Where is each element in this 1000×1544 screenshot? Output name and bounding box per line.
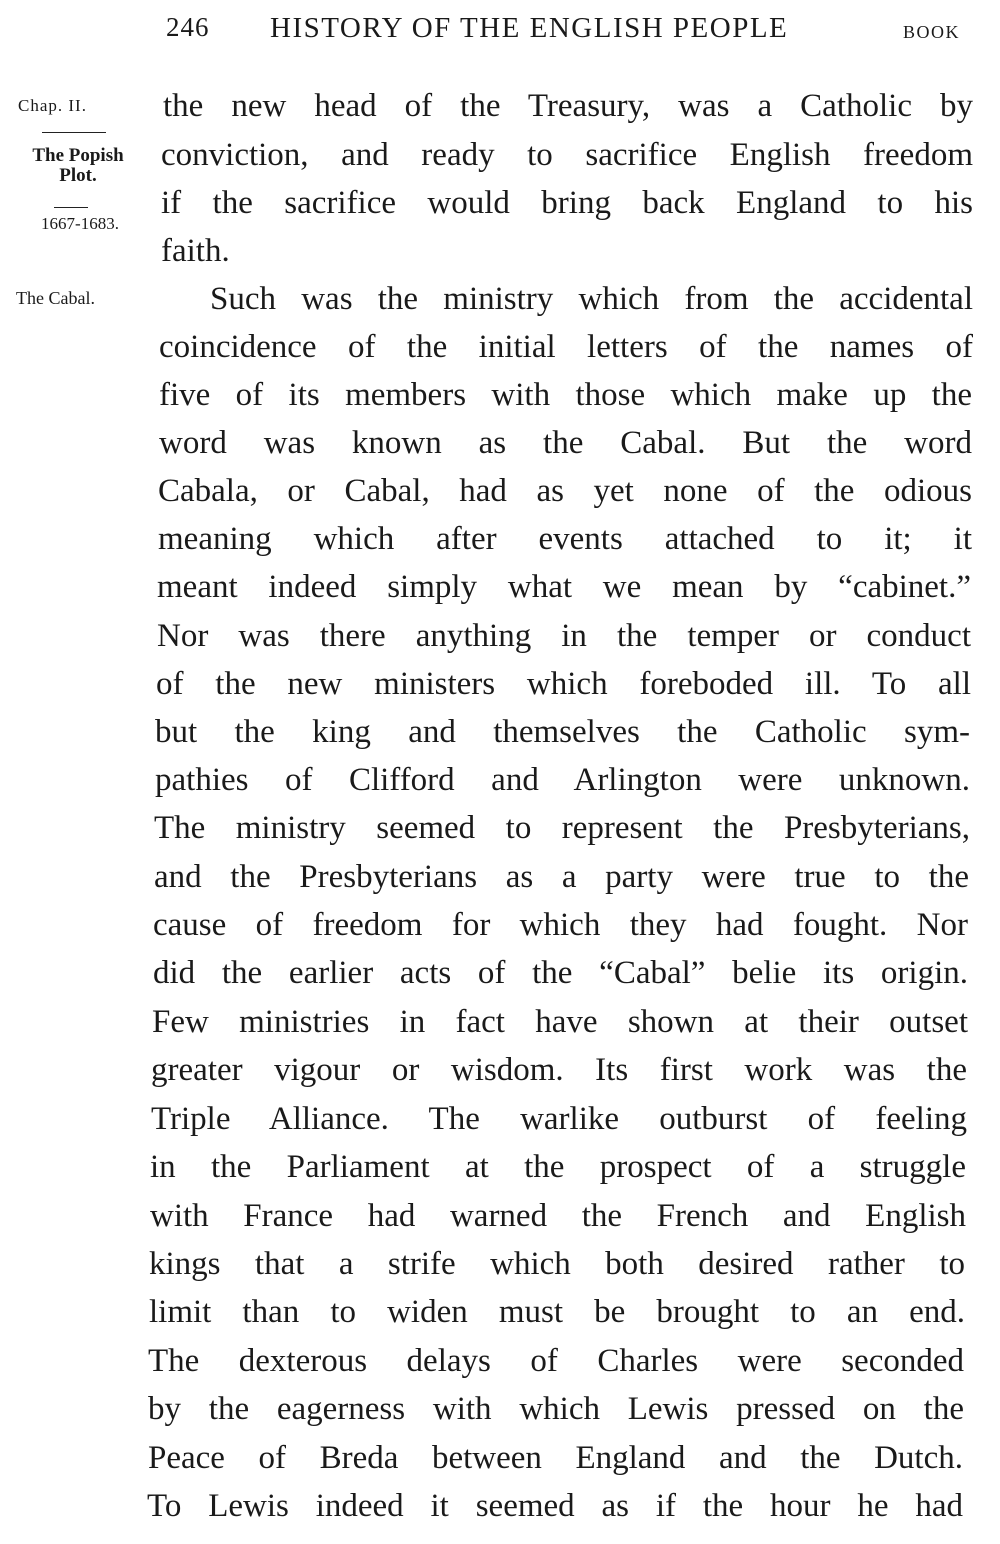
body-line: coincidence of the initial letters of the names of	[159, 329, 973, 365]
margin-chapter: Chap. II.	[18, 96, 87, 115]
body-line: Peace of Breda between England and the Dutch.	[148, 1440, 963, 1476]
running-header	[0, 12, 1000, 52]
body-line: by the eagerness with which Lewis pressed on the	[148, 1391, 964, 1427]
body-line: kings that a strife which both desired rather to	[149, 1246, 965, 1282]
body-line: in the Parliament at the prospect of a struggle	[150, 1149, 966, 1185]
body-line: Cabala, or Cabal, had as yet none of the odious	[158, 473, 972, 509]
margin-dates: 1667-1683.	[41, 214, 119, 233]
body-line: five of its members with those which make up the	[159, 377, 972, 413]
margin-rule	[54, 207, 88, 208]
margin-section-note: The Cabal.	[16, 288, 95, 308]
body-line: cause of freedom for which they had fought. Nor	[153, 907, 968, 943]
body-line: conviction, and ready to sacrifice English freedom	[161, 137, 973, 173]
body-line: of the new ministers which foreboded ill. To all	[156, 666, 971, 702]
body-line: greater vigour or wisdom. Its first work was the	[151, 1052, 967, 1088]
body-line: Triple Alliance. The warlike outburst of feeling	[151, 1101, 967, 1137]
margin-topic-line2: Plot.	[59, 165, 97, 186]
body-line: Such was the ministry which from the accidental	[210, 281, 973, 317]
body-line: if the sacrifice would bring back England to his	[161, 185, 973, 221]
body-line: word was known as the Cabal. But the word	[159, 425, 972, 461]
book-label: BOOK	[903, 22, 961, 42]
margin-topic-line1: The Popish	[32, 145, 124, 166]
body-line: meant indeed simply what we mean by “cabinet.”	[157, 569, 971, 605]
margin-topic	[14, 146, 142, 186]
body-line: the new head of the Treasury, was a Catholic by	[163, 88, 973, 124]
body-line: with France had warned the French and English	[150, 1198, 966, 1234]
body-line: did the earlier acts of the “Cabal” belie its origin.	[153, 955, 968, 991]
body-line: To Lewis indeed it seemed as if the hour he had	[147, 1488, 963, 1524]
body-line: The dexterous delays of Charles were seconded	[148, 1343, 964, 1379]
body-line: pathies of Clifford and Arlington were unknown.	[155, 762, 970, 798]
body-line: and the Presbyterians as a party were true to the	[154, 859, 969, 895]
margin-rule	[42, 132, 106, 133]
body-line: Few ministries in fact have shown at their outset	[152, 1004, 968, 1040]
body-line: meaning which after events attached to it; it	[158, 521, 972, 557]
body-line: faith.	[161, 233, 230, 269]
body-line: limit than to widen must be brought to an end.	[149, 1294, 965, 1330]
body-line: but the king and themselves the Catholic sym-	[155, 714, 970, 750]
running-title: HISTORY OF THE ENGLISH PEOPLE	[270, 12, 789, 44]
page-number: 246	[166, 12, 210, 42]
body-line: Nor was there anything in the temper or conduct	[157, 618, 971, 654]
body-line: The ministry seemed to represent the Presbyterians,	[154, 810, 970, 846]
